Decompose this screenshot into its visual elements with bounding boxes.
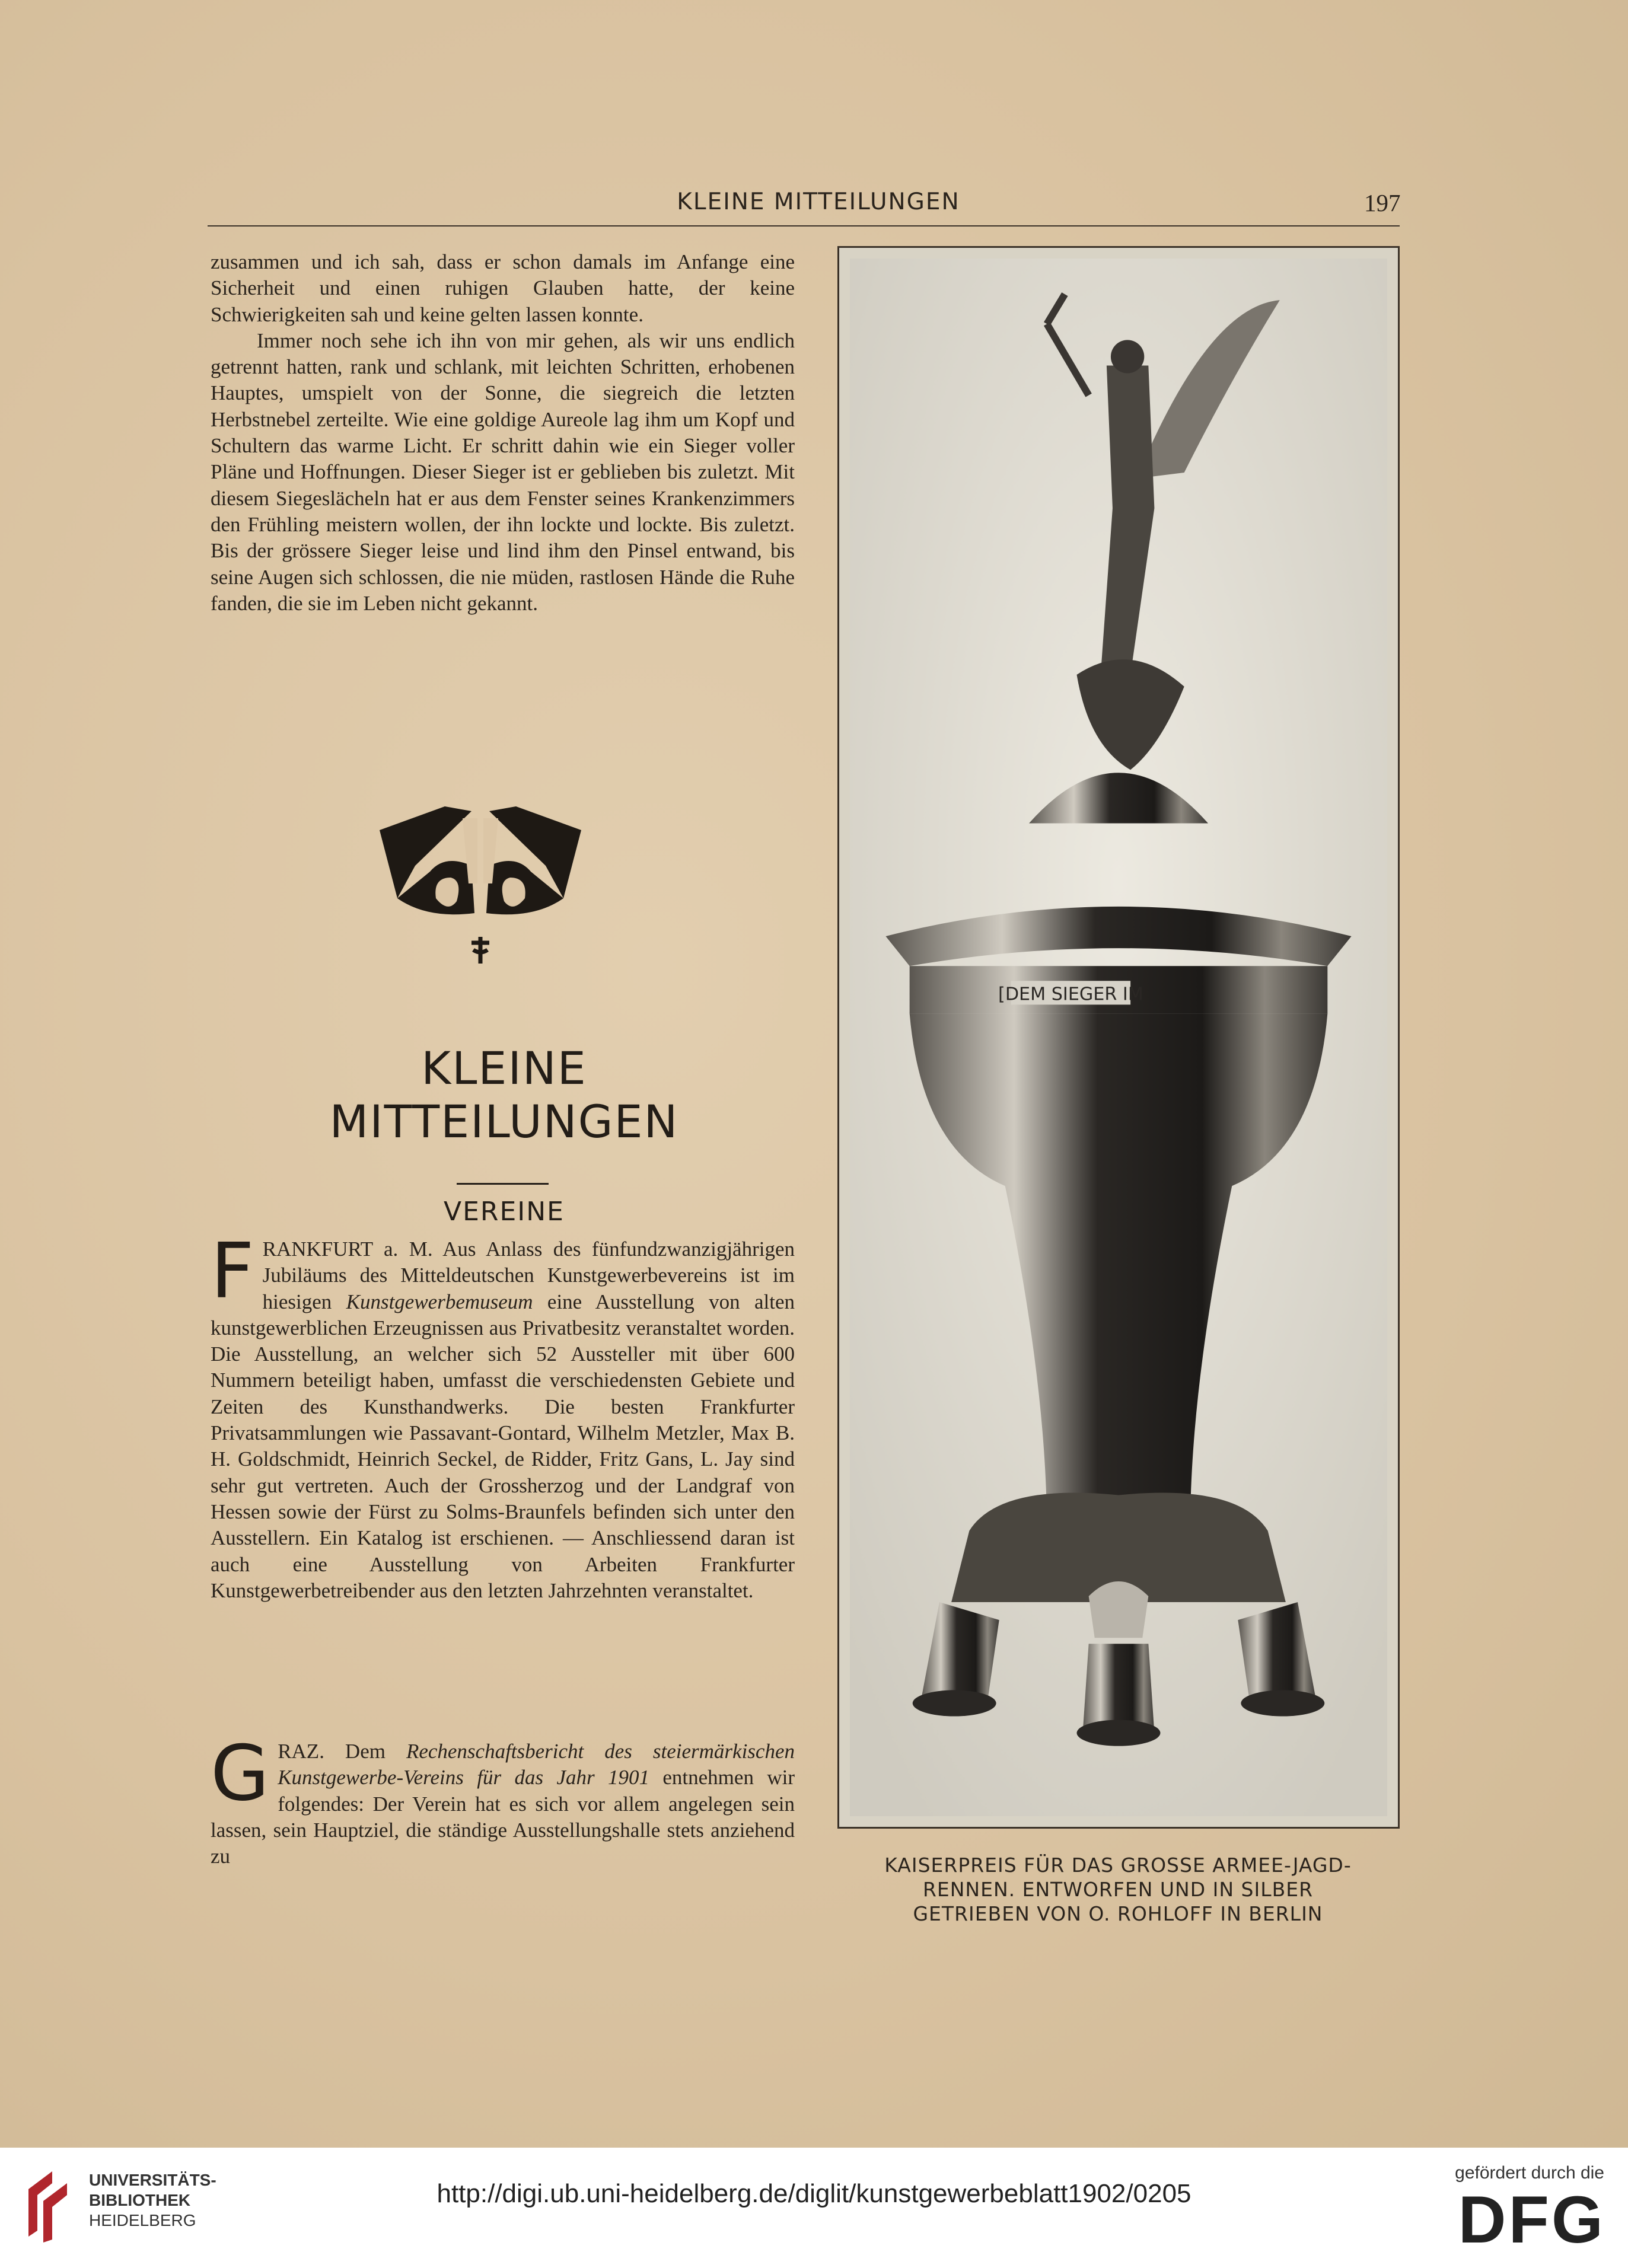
- art-nouveau-ornament: [374, 795, 587, 972]
- section-title-line2: MITTEILUNGEN: [329, 1095, 679, 1148]
- page-number: 197: [1364, 189, 1401, 216]
- library-name-line-1: UNIVERSITÄTS-: [89, 2171, 216, 2189]
- section-title-line1: KLEINE: [421, 1042, 587, 1095]
- dropcap-g: G: [211, 1730, 270, 1818]
- trophy-photograph: [837, 246, 1400, 1829]
- intro-paragraph-1: zusammen und ich sah, dass er schon damals im Anfange eine Sicherheit und einen ruhigen Glauben hatte, der keine Schwierigkeiten sah und keine gelten lassen konnte.: [211, 250, 795, 326]
- frankfurt-museum-name: Kunstgewerbemuseum: [346, 1290, 533, 1313]
- graz-lead: RAZ.: [278, 1740, 324, 1763]
- subsection-title: VEREINE: [444, 1197, 565, 1227]
- frankfurt-text-a: Aus Anlass des fünfundzwanzigjährigen Jubiläums des Mitteldeutschen Kunstgewerbevereins ist im hiesigen: [262, 1237, 795, 1313]
- caption-line-1: KAISERPREIS FÜR DAS GROSSE ARMEE-JAGD-: [884, 1854, 1352, 1877]
- library-name-line-2: BIBLIOTHEK: [89, 2191, 191, 2209]
- header-rule: [208, 225, 1400, 227]
- caption-line-2: RENNEN. ENTWORFEN UND IN SILBER: [922, 1878, 1314, 1901]
- caption-line-3: GETRIEBEN VON O. ROHLOFF IN BERLIN: [913, 1902, 1323, 1925]
- graz-text-b: entnehmen wir folgendes: Der Verein hat es sich vor allem angelegen sein lassen, sein Hauptziel, die ständige Ausstellungshalle stets anziehend zu: [211, 1766, 795, 1868]
- graz-text-a: Dem: [324, 1740, 406, 1763]
- section-rule: [457, 1183, 549, 1185]
- dfg-logo: DFG: [1458, 2183, 1605, 2257]
- frankfurt-article: [211, 1227, 795, 1604]
- figure-caption: [836, 1853, 1400, 1926]
- running-head: KLEINE MITTEILUNGEN: [677, 189, 960, 215]
- dropcap-f: F: [211, 1227, 254, 1316]
- permalink-url[interactable]: http://digi.ub.uni-heidelberg.de/diglit/kunstgewerbeblatt1902/0205: [437, 2179, 1191, 2208]
- frankfurt-lead: RANKFURT a. M.: [262, 1237, 433, 1261]
- graz-article: [211, 1730, 795, 1870]
- intro-text-block: [211, 249, 795, 617]
- funded-by-label: gefördert durch die: [1455, 2163, 1604, 2183]
- library-name-line-3: HEIDELBERG: [89, 2211, 196, 2229]
- intro-paragraph-2: Immer noch sehe ich ihn von mir gehen, als wir uns endlich getrennt hatten, rank und schlank, mit leichten Schritten, erhobenen Hauptes, umspielt von der Sonne, die siegreich die letzten Herbstnebel zerteilte. Wie eine goldige Aureole lag ihm um Kopf und Schultern das warme Licht. Er schritt dahin wie ein Sieger voller Pläne und Hoffnungen. Dieser Sieger ist er geblieben bis zuletzt. Mit diesem Siegeslächeln hat er aus dem Fenster seines Krankenzimmers den Frühling meistern wollen, der ihn lockte und lockte. Bis zuletzt. Bis der grössere Sieger leise und lind ihm den Pinsel entwand, bis seine Augen sich schlossen, die nie müden, rastlosen Hände die Ruhe fanden, die sie im Leben nicht gekannt.: [211, 328, 795, 615]
- trophy-illustration: [850, 259, 1387, 1816]
- photo-plate: [850, 259, 1387, 1816]
- frankfurt-text-b: eine Ausstellung von alten kunstgewerblichen Erzeugnissen aus Privatbesitz veranstaltet worden. Die Ausstellung, an welcher sich 52 Aussteller mit über 600 Nummern beteiligt haben, umfasst die verschiedensten Gebiete und Zeiten des Kunsthandwerks. Die besten Frankfurter Privatsammlungen wie Passavant-Gontard, Wilhelm Metzler, Max B. H. Goldschmidt, Heinrich Seckel, de Ridder, Fritz Gans, L. Jay sind sehr gut vertreten. Auch der Grossherzog und der Landgraf von Hessen sowie der Fürst zu Solms-Braunfels befinden sich unter den Ausstellern. Ein Katalog ist erschienen. — Anschliessend daran ist auch eine Ausstellung von Arbeiten Frankfurter Kunstgewerbetreibender aus den letzten Jahrzehnten veranstaltet.: [211, 1290, 795, 1602]
- trophy-band-inscription: [DEM SIEGER IM: [998, 984, 1143, 1005]
- graz-report-title: Rechenschaftsbericht des steiermärkischen Kunstgewerbe-Vereins für das Jahr 1901: [278, 1740, 795, 1789]
